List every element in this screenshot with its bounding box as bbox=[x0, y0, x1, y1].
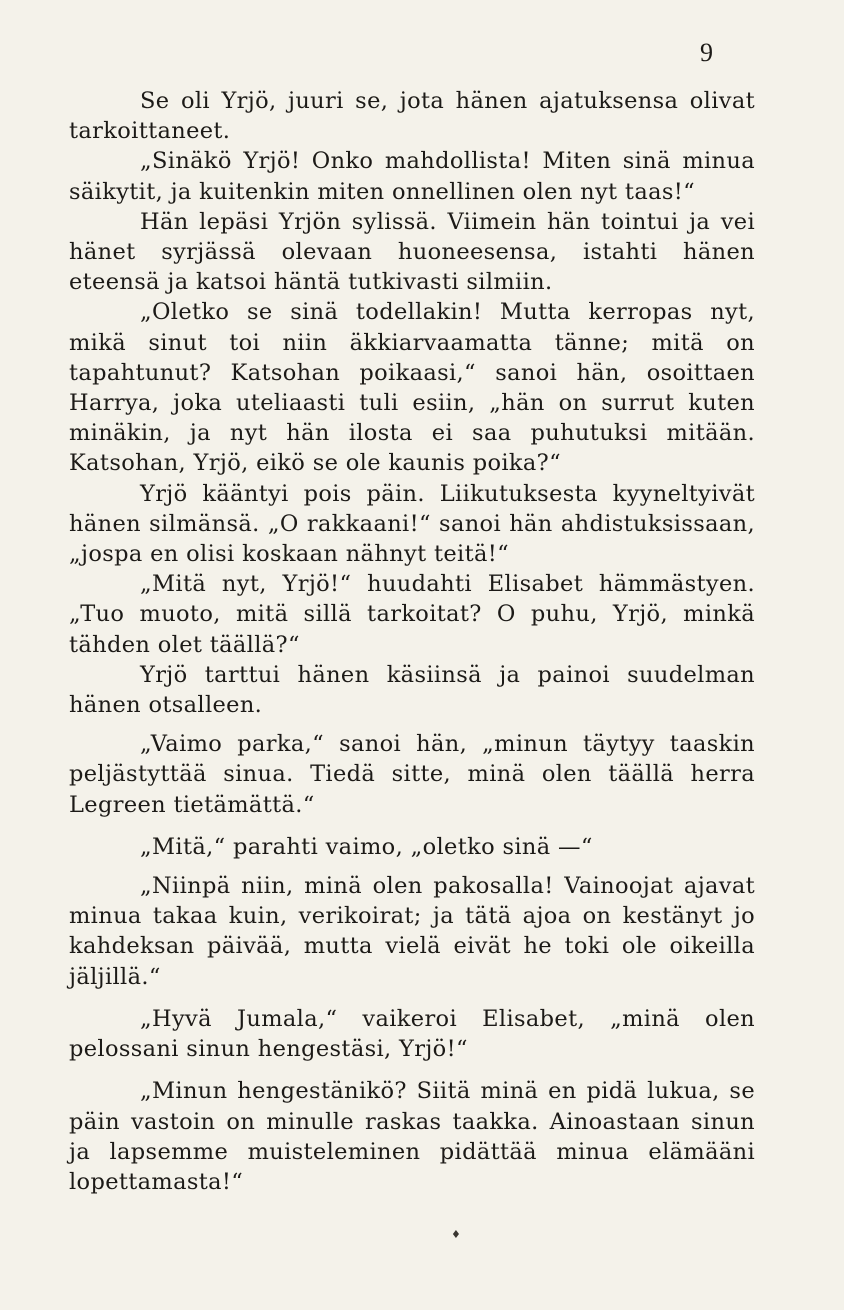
paragraph: Hän lepäsi Yrjön sylissä. Viimein hän tointui ja vei hänet syrjässä olevaan huoneesensa, istahti hänen eteensä ja katsoi häntä tutkivasti silmiin. bbox=[69, 208, 755, 296]
paragraph: Se oli Yrjö, juuri se, jota hänen ajatuksensa olivat tarkoittaneet. bbox=[69, 88, 755, 145]
ornament: ♦ bbox=[451, 1228, 461, 1241]
paragraph: „Vaimo parka,“ sanoi hän, „minun täytyy taaskin peljästyttää sinua. Tiedä sitte, minä olen täällä herra Legreen tietämättä.“ bbox=[69, 731, 755, 818]
paragraph: „Oletko se sinä todellakin! Mutta kerropas nyt, mikä sinut toi niin äkkiarvaamatta tänne; mitä on tapahtunut? Katsohan poikaasi,“ sanoi hän, osoittaen Harrya, joka uteliaasti tuli esiin, „hän on surrut kuten minäkin, ja nyt hän ilosta ei saa puhutuksi mitään. Katsohan, Yrjö, eikö se ole kaunis poika?“ bbox=[69, 299, 755, 477]
paragraph: „Mitä nyt, Yrjö!“ huudahti Elisabet hämmästyen. „Tuo muoto, mitä sillä tarkoitat? O puhu, Yrjö, minkä tähden olet täällä?“ bbox=[69, 571, 755, 658]
paragraph: Yrjö tarttui hänen käsiinsä ja painoi suudelman hänen otsalleen. bbox=[69, 661, 755, 719]
paragraph: Yrjö kääntyi pois päin. Liikutuksesta kyyneltyivät hänen silmänsä. „O rakkaani!“ sanoi hän ahdistuksissaan, „jospa en olisi koskaan nähnyt teitä!“ bbox=[69, 480, 755, 568]
body-text bbox=[69, 86, 755, 1197]
paragraph: „Hyvä Jumala,“ vaikeroi Elisabet, „minä olen pelossani sinun hengestäsi, Yrjö!“ bbox=[69, 1005, 755, 1063]
page-number: 9 bbox=[700, 38, 713, 67]
paragraph: „Mitä,“ parahti vaimo, „oletko sinä —“ bbox=[140, 833, 593, 860]
paragraph: „Sinäkö Yrjö! Onko mahdollista! Miten sinä minua säikytit, ja kuitenkin miten onnellinen olen nyt taas!“ bbox=[69, 148, 755, 205]
paragraph: „Niinpä niin, minä olen pakosalla! Vainoojat ajavat minua takaa kuin, verikoirat; ja tätä ajoa on kestänyt jo kahdeksan päivää, mutta vielä eivät he toki ole oikeilla jäljillä.“ bbox=[69, 873, 755, 990]
paragraph: „Minun hengestänikö? Siitä minä en pidä lukua, se päin vastoin on minulle raskas taakka. Ainoastaan sinun ja lapsemme muisteleminen pidättää minua elämääni lopettamasta!“ bbox=[69, 1078, 755, 1195]
